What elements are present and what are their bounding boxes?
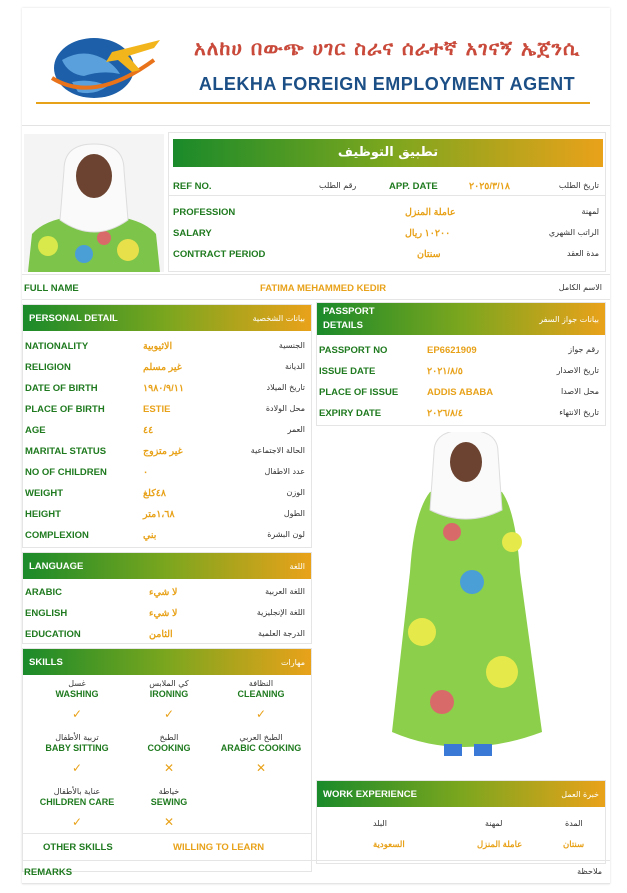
skill-item [121, 679, 217, 721]
ref-label-ar: رقم الطلب [319, 181, 357, 190]
row-label-ar: اللغة العربية [265, 587, 305, 596]
language-section [22, 552, 312, 644]
detail-row [23, 583, 311, 604]
row-value: الثامن [149, 629, 173, 640]
row-label-ar: لون البشرة [267, 530, 305, 539]
work-experience-title-ar: خبرة العمل [561, 789, 599, 799]
skill-name: IRONING [149, 689, 189, 699]
agency-name-amharic: አለከሀ በውጭ ሀገር ስራና ሰራተኛ አገናኝ ኤጀንሲ [193, 36, 581, 60]
skill-name-ar: تربية الأطفال [55, 733, 99, 742]
row-label: PASSPORT NO [319, 345, 388, 356]
globe-plane-logo [42, 30, 164, 102]
detail-row [23, 379, 311, 400]
experience-period: سنتان [563, 839, 585, 849]
detail-row [23, 442, 311, 463]
header-divider [36, 102, 590, 104]
personal-detail-title-ar: بيانات الشخصية [252, 313, 305, 323]
personal-detail-header [23, 305, 311, 331]
skill-name: WASHING [55, 689, 99, 699]
app-date-ar: تاريخ الطلب [558, 181, 599, 190]
contract-value: سنتان [417, 249, 441, 260]
remarks-label: REMARKS [24, 867, 73, 878]
skill-name: BABY SITTING [45, 743, 109, 753]
row-label: EDUCATION [25, 629, 81, 640]
row-label-ar: تاريخ الميلاد [266, 383, 305, 392]
row-value: لا شيء [149, 587, 178, 598]
profession-row [169, 203, 605, 224]
skill-name-ar: الطبخ [159, 733, 179, 742]
personal-detail-title: PERSONAL DETAIL [29, 312, 118, 324]
row-label: EXPIRY DATE [319, 408, 382, 419]
detail-row [23, 484, 311, 505]
other-skills-value: WILLING TO LEARN [173, 842, 265, 853]
detail-row [23, 358, 311, 379]
language-header [23, 553, 311, 579]
row-label-ar: الدرجة العلمية [258, 629, 305, 638]
check-icon: ✓ [255, 707, 267, 721]
detail-row [317, 404, 605, 425]
skill-name-ar: عناية بالأطفال [53, 787, 101, 796]
row-value: ٢٠٢١/٨/٥ [427, 366, 463, 377]
check-icon: ✓ [71, 707, 83, 721]
skills-title-ar: مهارات [280, 657, 305, 667]
remarks-row [22, 860, 610, 884]
cross-icon: ✕ [163, 761, 175, 775]
contract-label: CONTRACT PERIOD [173, 249, 266, 260]
row-value: لا شيء [149, 608, 178, 619]
row-label-ar: الحالة الاجتماعية [250, 446, 305, 455]
salary-row [169, 224, 605, 245]
row-value: ٢٠٢٦/٨/٤ [427, 408, 463, 419]
salary-value: ١٠٢٠٠ ريال [405, 228, 451, 239]
row-value: ٤٨كلغ [143, 488, 166, 499]
row-label-ar: اللغة الإنجليزية [256, 608, 305, 617]
row-value: ١،٦٨متر [143, 509, 175, 520]
skill-name: CHILDREN CARE [39, 797, 115, 807]
skill-name-ar: النظافة [248, 679, 274, 688]
skill-name: CLEANING [237, 689, 285, 699]
skills-title: SKILLS [29, 656, 63, 668]
row-label-ar: عدد الاطفال [264, 467, 305, 476]
contract-ar: مدة العقد [567, 249, 599, 258]
application-form [22, 8, 610, 884]
row-label-ar: الطول [283, 509, 305, 518]
detail-row [23, 604, 311, 625]
profession-label: PROFESSION [173, 207, 236, 218]
skill-item [213, 679, 309, 721]
language-title-ar: اللغة [289, 561, 305, 571]
detail-row [317, 341, 605, 362]
row-label: HEIGHT [25, 509, 61, 520]
skill-name-ar: خياطة [158, 787, 180, 796]
row-label-ar: محل الولادة [265, 404, 305, 413]
row-label: ISSUE DATE [319, 366, 376, 377]
skill-name: COOKING [147, 743, 191, 753]
skill-name-ar: كي الملابس [149, 679, 189, 688]
row-label-ar: محل الاصدا [560, 387, 599, 396]
row-label: RELIGION [25, 362, 71, 373]
profession-ar: لمهنة [581, 207, 599, 216]
skill-item [29, 679, 125, 721]
remarks-ar: ملاحظة [577, 867, 602, 876]
check-icon: ✓ [71, 761, 83, 775]
row-label: DATE OF BIRTH [25, 383, 98, 394]
passport-section [316, 302, 606, 426]
other-skills-label: OTHER SKILLS [43, 842, 113, 853]
row-label: NO OF CHILDREN [25, 467, 107, 478]
experience-profession: عاملة المنزل [477, 839, 523, 849]
portrait-photo [24, 134, 164, 272]
experience-country: السعودية [373, 839, 405, 849]
row-value: ESTIE [143, 404, 171, 415]
row-label: PLACE OF ISSUE [319, 387, 399, 398]
row-value: غير متزوج [143, 446, 183, 457]
col-period: المدة [565, 819, 583, 828]
work-experience-section [316, 780, 606, 864]
row-label: ENGLISH [25, 608, 68, 619]
skill-item [121, 733, 217, 775]
skill-name: SEWING [150, 797, 188, 807]
row-label-ar: الديانة [284, 362, 305, 371]
cross-icon: ✕ [255, 761, 267, 775]
skill-name: ARABIC COOKING [220, 743, 302, 753]
agency-name-english: ALEKHA FOREIGN EMPLOYMENT AGENT [198, 74, 576, 94]
skills-section [22, 648, 312, 872]
full-name-ar: الاسم الكامل [558, 283, 602, 292]
check-icon: ✓ [163, 707, 175, 721]
check-icon: ✓ [71, 815, 83, 829]
detail-row [23, 463, 311, 484]
work-experience-header [317, 781, 605, 807]
row-label: AGE [25, 425, 46, 436]
full-name-label: FULL NAME [24, 283, 79, 294]
detail-row [317, 362, 605, 383]
row-value: EP6621909 [427, 345, 477, 356]
skills-header [23, 649, 311, 675]
personal-detail-section [22, 304, 312, 548]
detail-row [23, 337, 311, 358]
salary-ar: الراتب الشهري [548, 228, 599, 237]
passport-header [317, 303, 605, 335]
skill-name-ar: غسل [68, 679, 86, 688]
col-country: البلد [373, 819, 387, 828]
col-profession: لمهنة [485, 819, 503, 828]
row-label: MARITAL STATUS [25, 446, 107, 457]
detail-row [23, 625, 311, 646]
row-label: PLACE OF BIRTH [25, 404, 105, 415]
work-experience-title: WORK EXPERIENCE [323, 788, 417, 800]
row-label-ar: الجنسية [278, 341, 305, 350]
row-label: ARABIC [25, 587, 62, 598]
detail-row [317, 383, 605, 404]
divider [23, 833, 311, 834]
cross-icon: ✕ [163, 815, 175, 829]
row-value: ٤٤ [143, 425, 154, 436]
detail-row [23, 421, 311, 442]
detail-row [23, 505, 311, 526]
application-details [168, 132, 606, 272]
row-value: ADDIS ABABA [427, 387, 494, 398]
detail-row [23, 526, 311, 547]
row-value: الاثيوبية [143, 341, 173, 352]
agency-header [22, 8, 610, 126]
row-label: COMPLEXION [25, 530, 89, 541]
profession-value: عاملة المنزل [405, 207, 456, 218]
full-body-photo [352, 432, 582, 772]
app-date-value: ٢٠٢٥/٣/١٨ [469, 181, 510, 192]
detail-row [23, 400, 311, 421]
row-label-ar: رقم جواز [568, 345, 599, 354]
row-value: ٠ [143, 467, 149, 478]
divider [169, 195, 605, 196]
row-label-ar: العمر [287, 425, 305, 434]
row-label: WEIGHT [25, 488, 63, 499]
app-date-label: APP. DATE [389, 181, 438, 192]
skill-item [29, 733, 125, 775]
row-label-ar: تاريخ الانتهاء [559, 408, 599, 417]
skill-item [213, 733, 309, 775]
row-value: ١٩٨٠/٩/١١ [143, 383, 184, 394]
row-label-ar: الوزن [286, 488, 305, 497]
row-value: بني [143, 530, 157, 541]
skill-name-ar: الطبخ العربي [239, 733, 283, 742]
passport-title-ar: بيانات جواز السفر [539, 314, 599, 324]
contract-row [169, 245, 605, 266]
ref-label: REF NO. [173, 181, 212, 192]
skill-item [29, 787, 125, 829]
row-label-ar: تاريخ الاصدار [556, 366, 599, 375]
full-name-value: FATIMA MEHAMMED KEDIR [260, 283, 387, 294]
application-title: تطبيق التوظيف [173, 139, 603, 167]
full-name-row [22, 274, 610, 300]
passport-title: PASSPORT DETAILS [323, 306, 375, 331]
salary-label: SALARY [173, 228, 212, 239]
language-title: LANGUAGE [29, 560, 84, 572]
row-value: غير مسلم [143, 362, 182, 373]
row-label: NATIONALITY [25, 341, 89, 352]
skill-item [121, 787, 217, 829]
